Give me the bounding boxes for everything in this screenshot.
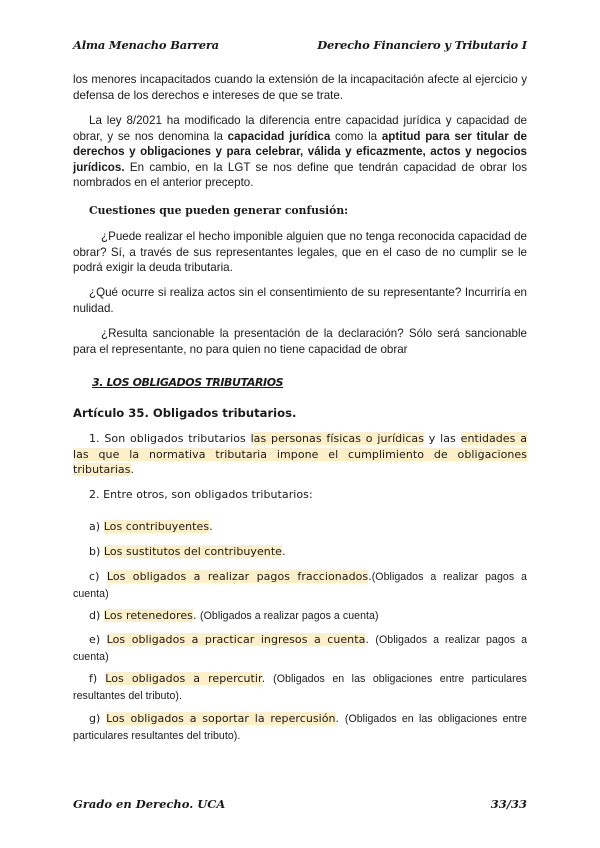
article-title: Artículo 35. Obligados tributarios. [73,406,297,420]
ley-capacidad-juridica: capacidad jurídica [227,129,331,143]
item-note: (Obligados a realizar pagos a cuenta) [73,634,528,663]
list-item [73,671,527,704]
list-item [73,544,527,560]
art1-text-end: . [130,463,135,477]
item-note: (Obligados en las obligaciones entre particulares resultantes del tributo). [73,713,527,742]
art1-text-start: 1. Son obligados tributarios [89,432,251,445]
section-heading: 3. LOS OBLIGADOS TRIBUTARIOS [92,376,284,389]
paragraph-ley-8-2021 [73,113,527,191]
cuestiones-heading: Cuestiones que pueden generar confusión: [89,204,349,217]
art1-highlight-entidades: entidades a las que la normativa tributaria impone el cumplimiento de obligaciones tributarias [73,432,527,477]
paragraph-incapacitados: los menores incapacitados cuando la extensión de la incapacitación afecte al ejercicio y defensa de los derechos e intereses de que se trate. [73,73,527,102]
header-subject: Derecho Financiero y Tributario I [317,38,527,52]
item-tail: . [192,609,201,622]
page-number: 33/33 [490,797,527,811]
ley-text-como: como la [330,129,382,143]
question-sancionable: ¿Resulta sancionable la presentación de la declaración? Sólo será sancionable para el representante, no para quien no tiene capacidad de obrar [73,327,527,356]
list-item [73,711,527,744]
ley-aptitud-definition: aptitud para ser titular de derechos y obligaciones y para celebrar, válida y eficazmente, actos y negocios jurídicos. [73,129,527,174]
ley-text-end: En cambio, en la LGT se nos define que tendrán capacidad de obrar los nombrados en el anterior precepto. [73,160,527,190]
art1-highlight-personas: las personas físicas o jurídicas [250,432,424,445]
item-tail: . [261,672,274,685]
item-letter: b) [89,545,101,558]
ley-text-start: La ley 8/2021 ha modificado la diferencia entre capacidad jurídica y capacidad de obrar, y se nos denomina la [73,114,527,143]
item-letter: a) [89,520,101,533]
list-item [73,632,527,665]
item-letter: g) [89,712,101,725]
article-paragraph-2: 2. Entre otros, son obligados tributarios: [89,488,313,501]
item-highlight: Los contribuyentes [103,520,210,533]
item-highlight: Los obligados a soportar la repercusión [106,712,336,725]
article-paragraph-1 [73,431,527,478]
item-note: (Obligados a realizar pagos a cuenta) [73,571,527,600]
question-hecho-imponible: ¿Puede realizar el hecho imponible alguien que no tenga reconocida capacidad de obrar? Sí, a través de sus representantes legales, que en el caso de no cumplir se le podrá exigir la deuda tributaria. [73,230,527,275]
question-consentimiento: ¿Qué ocurre si realiza actos sin el consentimiento de su representante? Incurriría en nulidad. [73,286,527,315]
item-note: (Obligados a realizar pagos a cuenta) [200,610,379,622]
footer-program: Grado en Derecho. UCA [73,797,226,811]
item-tail: . [282,545,286,558]
item-highlight: Los retenedores [103,609,193,622]
header-author: Alma Menacho Barrera [73,38,219,52]
list-item [73,519,527,535]
item-tail: . [335,712,345,725]
item-tail: . [209,520,213,533]
item-letter: e) [89,633,101,646]
item-letter: c) [89,570,100,583]
list-item [73,569,527,602]
item-highlight: Los obligados a realizar pagos fraccionados [106,570,369,583]
item-note: (Obligados en las obligaciones entre particulares resultantes del tributo). [73,673,527,702]
item-letter: f) [89,672,98,685]
item-highlight: Los sustitutos del contribuyente [103,545,282,558]
item-highlight: Los obligados a repercutir [105,672,262,685]
list-item [73,608,527,625]
item-letter: d) [89,609,101,622]
item-highlight: Los obligados a practicar ingresos a cuenta [106,633,366,646]
item-tail: . [365,633,376,646]
item-tail: . [368,570,372,583]
art1-text-y-las: y las [424,432,461,445]
